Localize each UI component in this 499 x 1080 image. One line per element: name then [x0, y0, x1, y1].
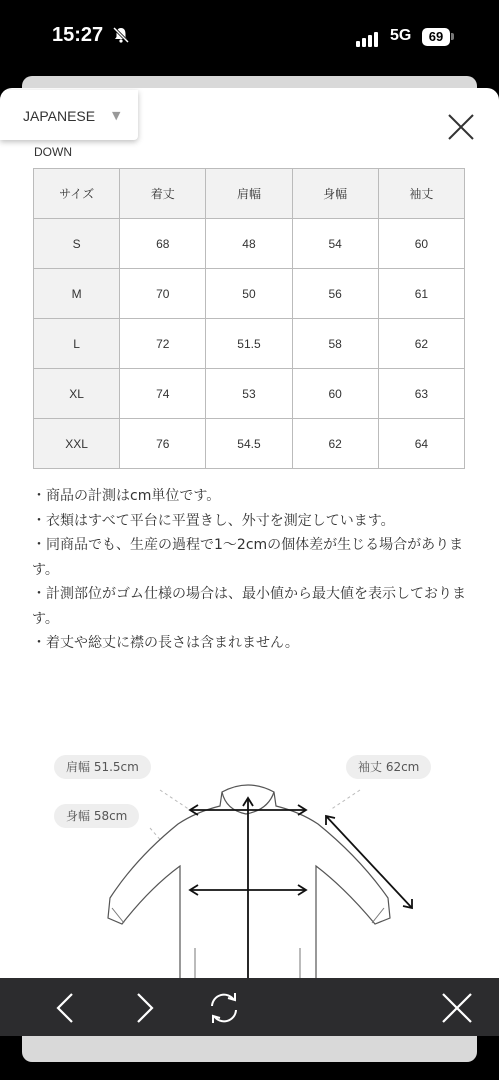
table-cell: 70	[120, 269, 206, 319]
table-cell: 51.5	[206, 319, 292, 369]
measurement-notes	[32, 484, 472, 656]
table-cell: 61	[378, 269, 464, 319]
table-cell: 62	[292, 419, 378, 469]
table-row	[34, 269, 465, 319]
size-label-cell: XXL	[34, 419, 120, 469]
status-bar	[0, 0, 499, 72]
table-cell: 74	[120, 369, 206, 419]
table-cell: 63	[378, 369, 464, 419]
table-row	[34, 319, 465, 369]
header-cell: 袖丈	[378, 169, 464, 219]
table-cell: 54.5	[206, 419, 292, 469]
header-cell: 肩幅	[206, 169, 292, 219]
network-type: 5G	[390, 27, 412, 44]
bell-muted-icon	[112, 26, 130, 44]
table-cell: 64	[378, 419, 464, 469]
table-cell: 56	[292, 269, 378, 319]
language-selector[interactable]	[0, 90, 138, 140]
note-item: ・着丈や総丈に襟の長さは含まれません。	[32, 635, 299, 651]
browser-toolbar	[0, 978, 499, 1036]
header-cell: 着丈	[120, 169, 206, 219]
table-cell: 60	[378, 219, 464, 269]
table-cell: 53	[206, 369, 292, 419]
battery-tip	[451, 33, 454, 40]
size-table	[33, 168, 465, 469]
chevron-left-icon[interactable]	[44, 986, 88, 1030]
chevron-right-icon[interactable]	[122, 986, 166, 1030]
note-item: ・商品の計測はcm単位です。	[32, 488, 221, 504]
note-item: ・同商品でも、生産の過程で1〜2cmの個体差が生じる場合があります。	[32, 537, 464, 578]
size-label-cell: S	[34, 219, 120, 269]
table-cell: 54	[292, 219, 378, 269]
size-label-cell: XL	[34, 369, 120, 419]
background-sheet-bottom	[22, 1036, 477, 1062]
body-width-label: 身幅 58cm	[54, 804, 139, 828]
table-cell: 62	[378, 319, 464, 369]
size-label-cell: L	[34, 319, 120, 369]
table-cell: 58	[292, 319, 378, 369]
jacket-illustration	[0, 748, 499, 978]
close-icon[interactable]	[435, 986, 479, 1030]
measurement-diagram	[0, 748, 499, 978]
size-label-cell: M	[34, 269, 120, 319]
table-cell: 50	[206, 269, 292, 319]
table-row	[34, 369, 465, 419]
language-label: JAPANESE	[23, 108, 96, 124]
note-item: ・計測部位がゴム仕様の場合は、最小値から最大値を表示しております。	[32, 586, 466, 627]
status-time: 15:27	[52, 24, 104, 46]
table-cell: 68	[120, 219, 206, 269]
reload-icon[interactable]	[202, 986, 246, 1030]
table-cell: 48	[206, 219, 292, 269]
battery-icon: 69	[422, 28, 450, 46]
caret-down-icon: ▼	[112, 109, 121, 122]
section-title: DOWN	[34, 145, 72, 159]
shoulder-width-label: 肩幅 51.5cm	[54, 755, 151, 779]
table-cell: 76	[120, 419, 206, 469]
header-cell: サイズ	[34, 169, 120, 219]
size-chart-modal	[0, 88, 499, 978]
table-cell: 60	[292, 369, 378, 419]
signal-icon	[356, 28, 380, 47]
table-cell: 72	[120, 319, 206, 369]
close-icon[interactable]	[446, 112, 476, 142]
table-header-row	[34, 169, 465, 219]
note-item: ・衣類はすべて平台に平置きし、外寸を測定しています。	[32, 512, 395, 529]
sleeve-length-label: 袖丈 62cm	[346, 755, 431, 779]
header-cell: 身幅	[292, 169, 378, 219]
table-row	[34, 419, 465, 469]
table-row	[34, 219, 465, 269]
